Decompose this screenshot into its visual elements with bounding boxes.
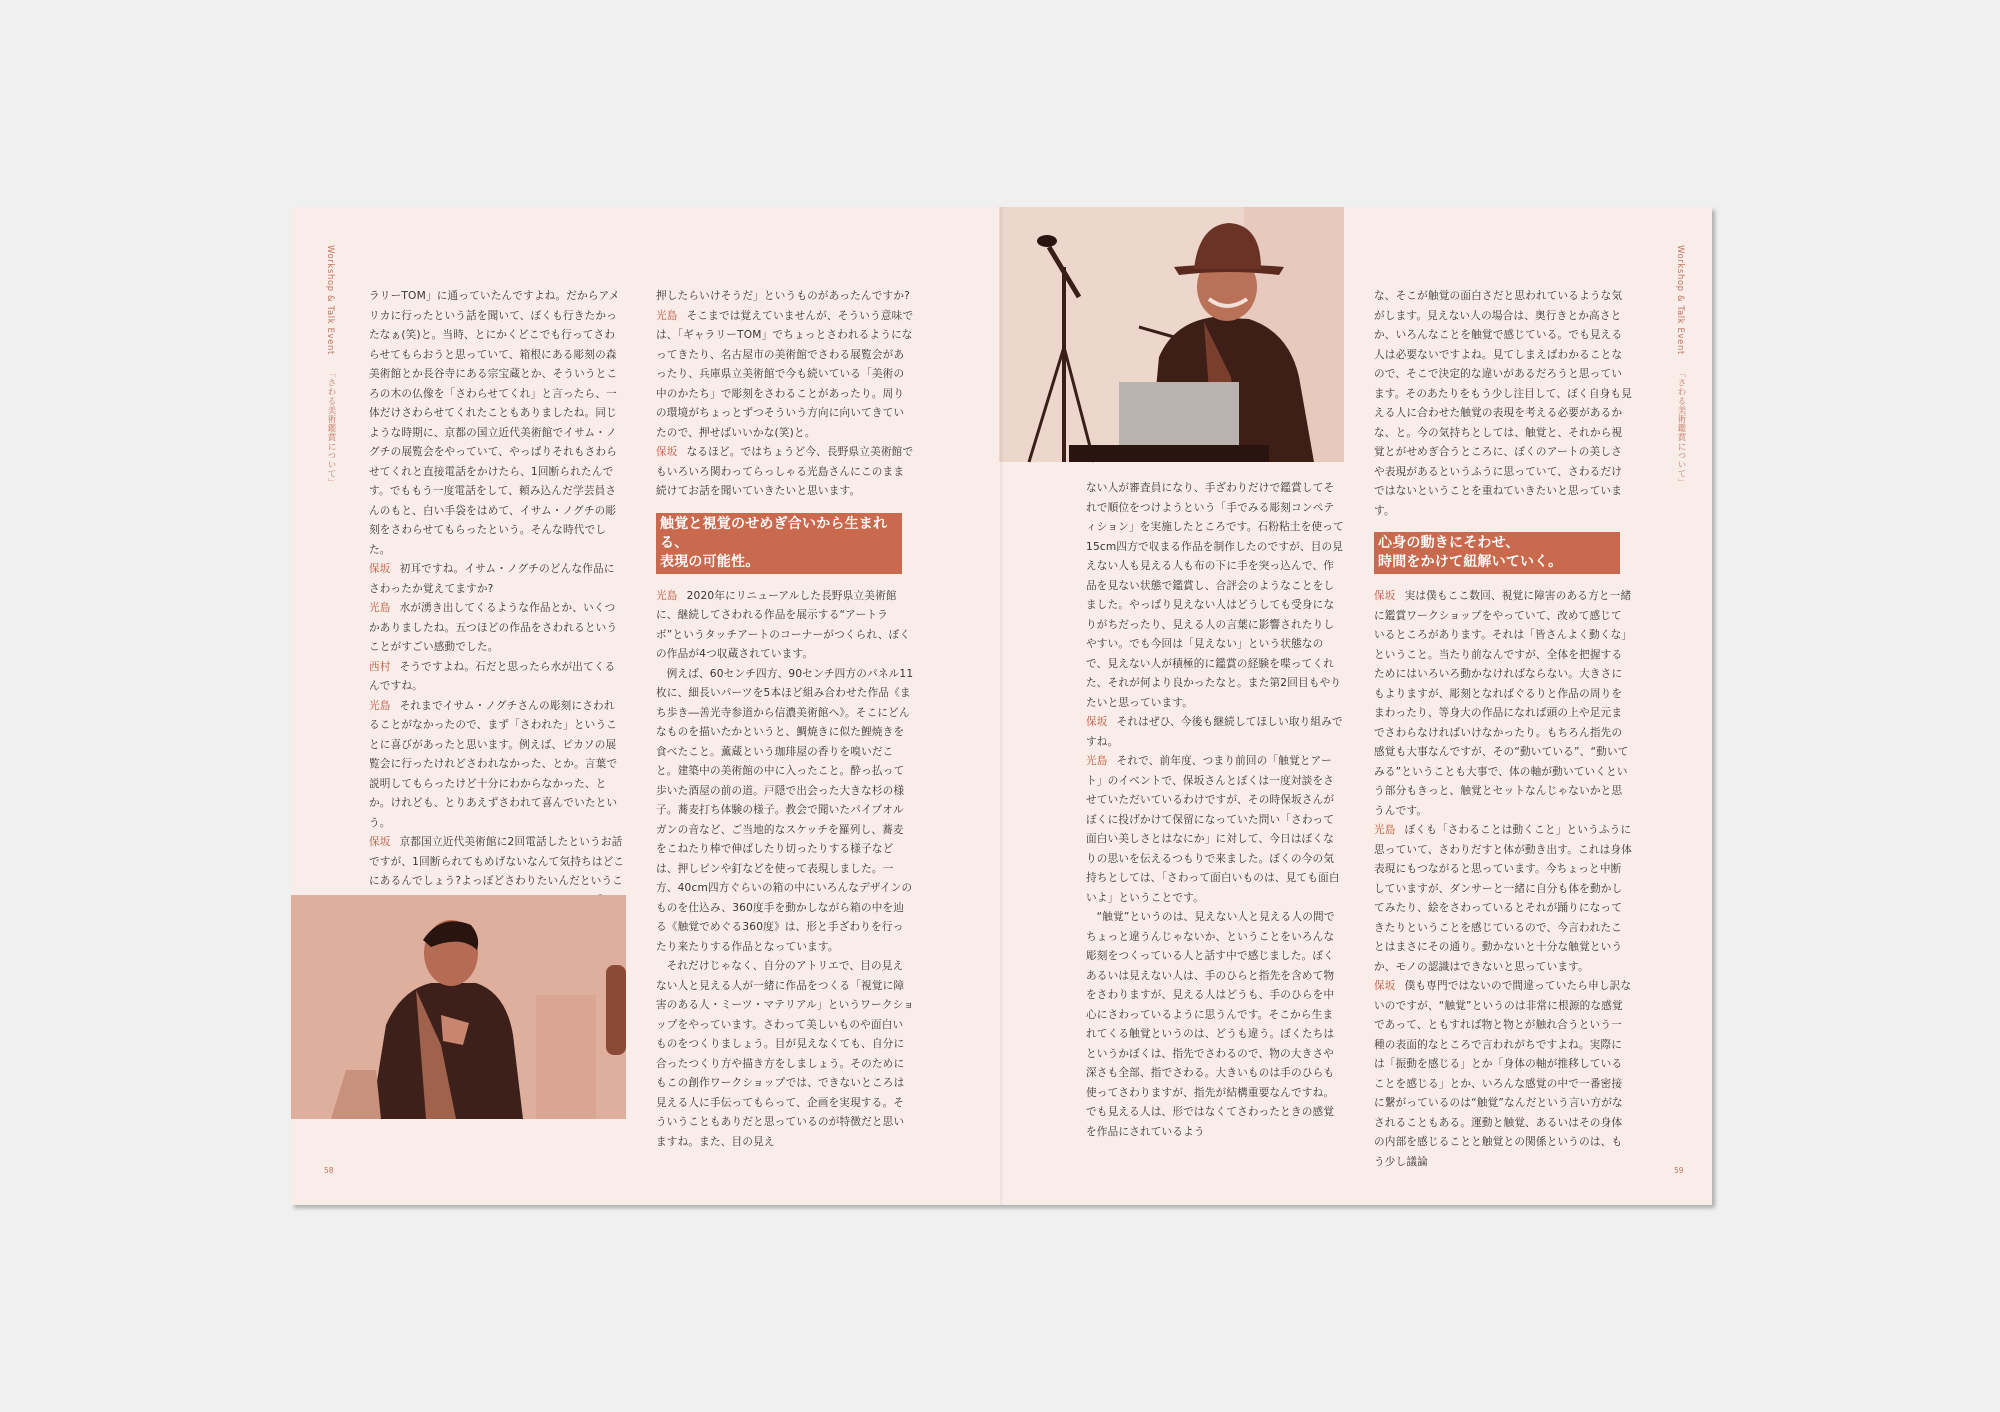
paragraph-text: 例えば、60センチ四方、90センチ四方のパネル11枚に、細長いパーツを5本ほど組み合わせた作品《まち歩き―善光寺参道から信濃美術館へ》。そこにどんなものを描いたかというと、鯛焼きに似た鯉焼きを食べたこと。薫蔵という珈琲屋の香りを嗅いだこと。建築中の美術館の中に入ったこと。酔っ払って歩いた酒屋の前の道。戸隠で出会った大きな杉の様子。蕎麦打ち体験の様子。教会で聞いたパイプオルガンの音など、ご当地的なスケッチを羅列し、蕎麦をこねたり棒で伸ばしたり切ったりする様子などは、押しピンや釘などを使って表現しました。一方、40cm四方ぐらいの箱の中にいろんなデザインのものを仕込み、360度手を動かしながら箱の中を辿る《触覚でめぐる360度》は、形と手ざわりを行ったり来たりする作品となっています。	[656, 667, 914, 953]
speaker-name: 保坂	[1374, 980, 1396, 992]
paragraph-text: 初耳ですね。イサム・ノグチのどんな作品にさわったか覚えてますか?	[369, 563, 615, 595]
paragraph	[1374, 587, 1632, 821]
section-heading-line: 心身の動きにそわせ、	[1378, 535, 1520, 551]
speaker-name: 西村	[369, 660, 391, 673]
section-heading-1	[656, 513, 902, 574]
photo-speaker-mitsushima	[999, 207, 1344, 462]
page-number-left: 58	[324, 1166, 334, 1175]
paragraph	[656, 287, 914, 307]
speaker-name: 保坂	[1374, 590, 1396, 602]
paragraph	[1086, 713, 1344, 752]
paragraph	[1374, 287, 1632, 521]
paragraph-text: ない人が審査員になり、手ざわりだけで鑑賞してそれで順位をつけようという「手でみる彫刻コンペティション」を実施したところです。石粉粘土を使って15cm四方で収まる作品を制作したのですが、目の見えない人も見える人も布の下に手を突っ込んで、作品を見ない状態で鑑賞し、合評会のようなことをしました。やっぱり見えない人はどうしても受身になりがちだったり、見える人の言葉に影響されたりしやすい。でも今回は「見えない」という状態なので、見えない人が積極的に鑑賞の経験を喋ってくれた、それが何より良かったなと。また第2回目もやりたいと思っています。	[1086, 482, 1344, 709]
speaker-name: 保坂	[656, 446, 678, 458]
paragraph	[369, 658, 625, 697]
text-column-4	[1374, 287, 1632, 1168]
speaker-name: 光島	[369, 699, 391, 712]
magazine-spread	[291, 207, 1712, 1205]
paragraph-text: そうですよね。石だと思ったら水が出てくるんですね。	[369, 660, 616, 692]
paragraph	[369, 287, 625, 560]
running-head-left-sub: 「さわる美術鑑賞について」	[326, 369, 336, 488]
speaker-name: 光島	[369, 602, 391, 614]
paragraph-text: ラリーTOM」に通っていたんですよね。だからアメリカに行ったという話を聞いて、ぼくも行きたかったなぁ(笑)と。当時、とにかくどこでも行ってさわらせてもらおうと思っていて、箱根にある彫刻の森美術館とか長谷寺にある宗宝蔵とか、そういうところの木の仏像を「さわらせてくれ」と言ったら、一体だけさわらせてくれたこともありましたね。同じような時期に、京都の国立近代美術館でイサム・ノグチの展覧会をやっていて、やっぱりそれもさわらせてくれと直接電話をかけたら、1回断られたんです。でももう一度電話をして、頼み込んだ学芸員さんのもと、白い手袋をはめて、イサム・ノグチの彫刻をさわらせてもらったという。そんな時代でした。	[369, 290, 620, 556]
paragraph	[369, 599, 625, 658]
speaker-name: 保坂	[369, 836, 391, 848]
speaker-photo-graphic	[999, 207, 1344, 462]
paragraph-text: 僕も専門ではないので間違っていたら申し訳ないのですが、“触覚”というのは非常に根源的な感覚であって、ともすれば物と物とが触れ合うという一種の表面的なところで言われがちですよね。実際には「振動を感じる」とか「身体の軸が推移していることを感じる」とか、いろんな感覚の中で一番密接に繋がっているのは“触覚”なんだという言い方がなされることもある。運動と触覚、あるいはその身体の内部を感じることと触覚との関係というのは、もう少し議論	[1374, 980, 1632, 1168]
paragraph	[656, 957, 914, 1152]
speaker-name: 保坂	[1086, 716, 1108, 728]
paragraph-text: そこまでは覚えていませんが、そういう意味では、「ギャラリーTOM」でちょっとさわれるようになってきたり、名古屋市の美術館でさわる展覧会があったり、兵庫県立美術館で今も続いている「美術の中のかたち」で彫刻をさわることがあったり。周りの環境がちょっとずつそういう方向に向いてきていたので、押せばいいかな(笑)と。	[656, 309, 914, 439]
section-heading-line: 表現の可能性。	[660, 553, 760, 570]
section-heading-line: 時間をかけて紐解いていく。	[1378, 554, 1563, 570]
paragraph	[1374, 977, 1632, 1172]
speaker-photo-graphic	[291, 895, 626, 1119]
paragraph-text: それだけじゃなく、自分のアトリエで、目の見えない人と見える人が一緒に作品をつくる「視覚に障害のある人・ミーツ・マテリアル」というワークショップをやっています。さわって美しいものや面白いものをつくりましょう。目が見えなくても、自分に合ったつくり方や描き方をしましょう。そのためにもこの創作ワークショップでは、できないところは見える人に手伝ってもらって、企画を実現する。そういうこともありだと思っているのが特徴だと思いますね。また、目の見え	[656, 960, 914, 1148]
speaker-name: 光島	[656, 589, 678, 602]
paragraph-text: 押したらいけそうだ」というものがあったんですか?	[656, 290, 910, 302]
paragraph-text: それまでイサム・ノグチさんの彫刻にさわれることがなかったので、まず「さわれた」ということに喜びがあったと思います。例えば、ピカソの展覧会に行ったけれどさわれなかった、とか。言葉で説明してもらったけど十分にわからなかった、とか。けれども、とりあえずさわれて喜んでいたという。	[369, 699, 618, 829]
paragraph-text: なるほど。ではちょうど今、長野県立美術館でもいろいろ関わってらっしゃる光島さんにこのまま続けてお話を聞いていきたいと思います。	[656, 446, 914, 497]
paragraph	[369, 697, 625, 834]
text-column-1	[369, 287, 625, 885]
paragraph	[1086, 752, 1344, 908]
paragraph	[656, 665, 914, 958]
paragraph	[656, 587, 914, 665]
paragraph-text: 京都国立近代美術館に2回電話したというお話ですが、1回断られてもめげないなんて気持ちはどこにあるんでしょう?よっぽどさわりたいんだというこ	[369, 836, 625, 887]
paragraph	[369, 560, 625, 599]
speaker-name: 光島	[1086, 755, 1108, 767]
paragraph	[1086, 908, 1344, 1142]
photo-speaker-nishimura	[291, 895, 626, 1119]
speaker-name: 光島	[656, 309, 678, 322]
paragraph	[656, 307, 914, 444]
text-column-2	[656, 287, 914, 1148]
running-head-right: Workshop & Talk Event	[1675, 245, 1685, 355]
paragraph-text: な、そこが触覚の面白さだと思われているような気がします。見えない人の場合は、奥行きとか高さとか、いろんなことを触覚で感じている。でも見える人は必要ないですよね。見てしまえばわかることなので、そこで決定的な違いがあるだろうと思っています。そのあたりをもう少し注目して、ぼく自身も見える人に合わせた触覚の表現を考える必要があるかな、と。今の気持ちとしては、触覚と、それから視覚とがせめぎ合うところに、ぼくのアートの美しさや表現があるというふうに思っていて、さわるだけではないということを重ねていきたいと思っています。	[1374, 290, 1632, 517]
running-head-right-sub: 「さわる美術鑑賞について」	[1676, 369, 1686, 488]
paragraph	[656, 443, 914, 502]
paragraph	[1374, 821, 1632, 977]
speaker-name: 光島	[1374, 824, 1396, 836]
paragraph	[1086, 479, 1344, 713]
running-head-left: Workshop & Talk Event	[325, 245, 335, 355]
paragraph-text: “触覚”というのは、見えない人と見える人の間でちょっと違うんじゃないか、ということをいろんな彫刻をつくっている人と話す中で感じました。ぼくあるいは見えない人は、手のひらと指先を含めて物をさわりますが、見える人はどうも、手のひらを中心にさわっているように思うんです。そこから生まれてくる触覚というのは、どうも違う。ぼくたちはというかぼくは、指先でさわるので、物の大きさや深さも全部、指でさわる。大きいものは手のひらも使ってさわりますが、指先が結構重要なんですね。でも見える人は、形ではなくてさわったときの感覚を作品にされているよう	[1086, 911, 1335, 1138]
text-column-3	[1086, 479, 1344, 1138]
paragraph-text: 水が湧き出してくるような作品とか、いくつかありましたね。五つほどの作品をさわれるということがすごい感動でした。	[369, 602, 618, 653]
section-heading-line: 触覚と視覚のせめぎ合いから生まれる、	[660, 515, 888, 551]
speaker-name: 保坂	[369, 563, 391, 575]
paragraph-text: それで、前年度、つまり前回の「触覚とアート」のイベントで、保坂さんとぼくは一度対談をさせていただいているわけですが、その時保坂さんがぼくに投げかけて保留になっていた問い「さわって面白い美しさとはなにか」に対して、今日はぼくなりの思いを伝えるつもりで来ました。ぼくの今の気持ちとしては、「さわって面白いものは、見ても面白いよ」ということです。	[1086, 755, 1340, 904]
page-number-right: 59	[1674, 1166, 1684, 1175]
section-heading-2	[1374, 532, 1620, 574]
paragraph-text: 2020年にリニューアルした長野県立美術館に、継続してさわれる作品を展示する“アートラボ”というタッチアートのコーナーがつくられ、ぼくの作品が4つ収蔵されています。	[656, 589, 911, 660]
paragraph-text: ぼくも「さわることは動くこと」というふうに思っていて、さわりだすと体が動き出す。これは身体表現にもつながると思っています。今ちょっと中断していますが、ダンサーと一緒に自分も体を動かしてみたり、絵をさわっているとそれが踊りになってきたりということを感じているので、今言われたことはまさにその通り。動かないと十分な触覚というか、モノの認識はできないと思っています。	[1374, 824, 1632, 973]
paragraph-text: それはぜひ、今後も継続してほしい取り組みですね。	[1086, 716, 1343, 748]
paragraph-text: 実は僕もここ数回、視覚に障害のある方と一緒に鑑賞ワークショップをやっていて、改めて感じているところがあります。それは「皆さんよく動くな」ということ。当たり前なんですが、全体を把握するためにはいろいろ動かなければならない。大きさにもよりますが、彫刻となればぐるりと作品の周りをまわったり、等身大の作品になれば頭の上や足元までさわらなければいけなかったり。もちろん指先の感覚も大事なんですが、その“動いている”、“動いてみる”ということも大事で、体の軸が動いていくという部分もきっと、触覚とセットなんじゃないかと思うんです。	[1374, 590, 1632, 817]
